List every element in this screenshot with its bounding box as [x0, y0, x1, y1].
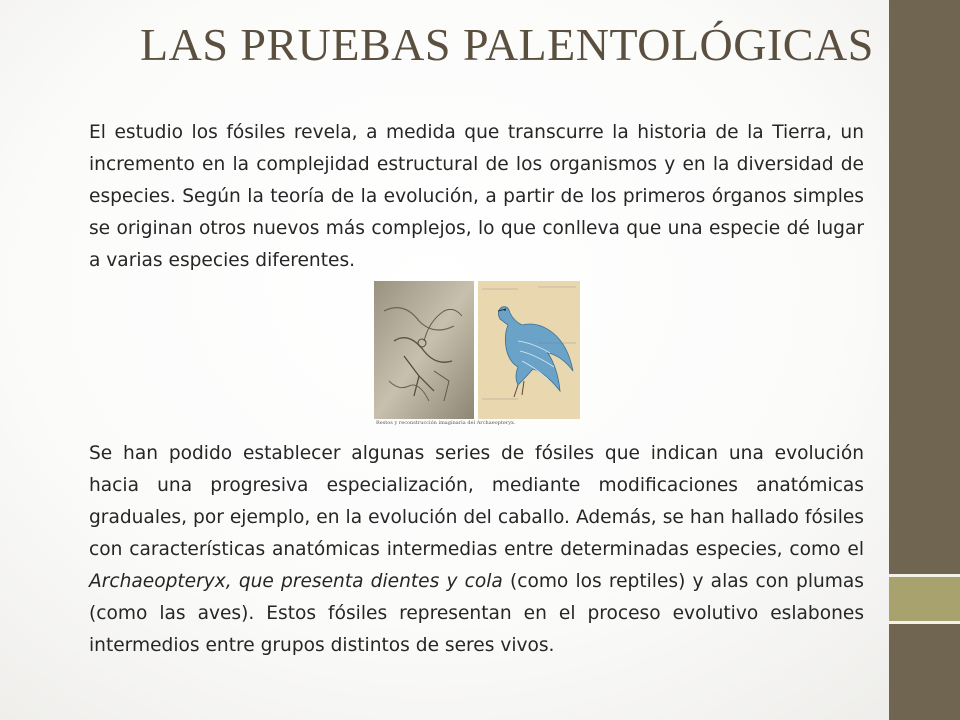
figure-caption: Restos y reconstrucción imaginaria del Archaeopteryx.	[376, 420, 516, 426]
sidebar-separator	[889, 621, 960, 624]
slide-title: LAS PRUEBAS PALENTOLÓGICAS	[140, 19, 874, 70]
archaeopteryx-figure	[374, 281, 582, 429]
archaeopteryx-fossil-photo	[374, 281, 474, 419]
sidebar-band-top	[889, 0, 960, 576]
paragraph-evidence-italic: Archaeopteryx, que presenta dientes y cola	[89, 571, 503, 592]
sidebar-band-accent	[889, 576, 960, 622]
archaeopteryx-reconstruction-illustration	[478, 281, 580, 419]
sidebar-decoration	[889, 0, 960, 720]
paragraph-evidence-text-2: (como los reptiles) y alas con plumas (como las aves). Estos fósiles representan en el proceso evolutivo eslabones intermedios entre grupos distintos de seres vivos.	[89, 571, 864, 656]
paragraph-evidence	[89, 438, 864, 662]
paragraph-intro: El estudio los fósiles revela, a medida que transcurre la historia de la Tierra, un incremento en la complejidad estructural de los organismos y en la diversidad de especies. Según la teoría de la evolución, a partir de los primeros órganos simples se originan otros nuevos más complejos, lo que conlleva que una especie dé lugar a varias especies diferentes.	[89, 122, 864, 271]
sidebar-band-bottom	[889, 622, 960, 720]
sidebar-separator	[889, 574, 960, 577]
paragraph-evidence-text-1: Se han podido establecer algunas series de fósiles que indican una evolución hacia una progresiva especialización, mediante modificaciones anatómicas graduales, por ejemplo, en la evolución del caballo. Además, se han hallado fósiles con características anatómicas intermedias entre determinadas especies, como el	[89, 443, 864, 560]
